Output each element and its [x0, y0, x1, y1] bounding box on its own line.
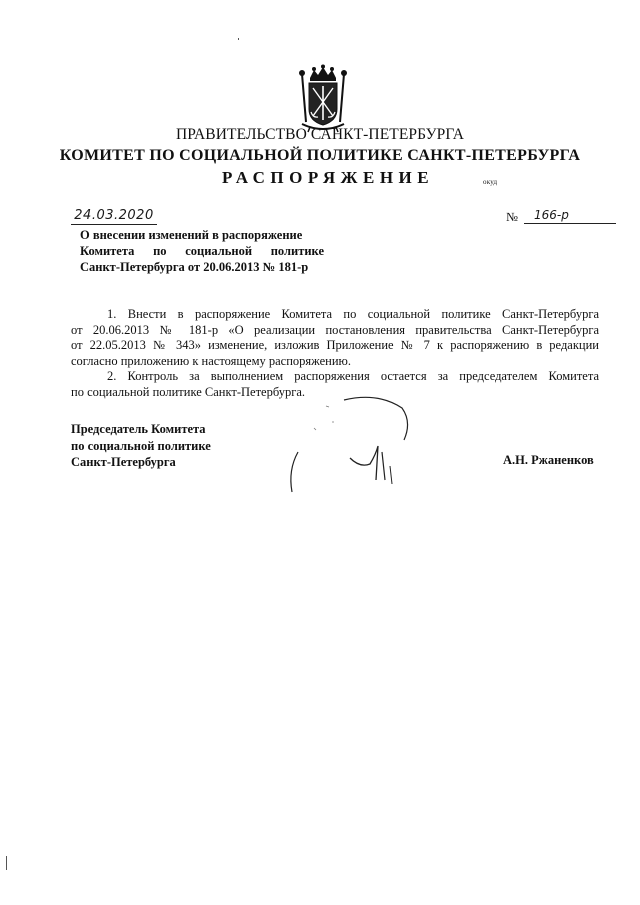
signatory-title-line: по социальной политике	[71, 438, 211, 453]
body-line: 2. Контроль за выполнением распоряжения остается за председателем Комитета	[107, 369, 599, 383]
signatory-name: А.Н. Ржаненков	[503, 453, 594, 467]
body-line: от 20.06.2013 № 181-р «О реализации постановления правительства Санкт-Петербурга	[71, 322, 599, 337]
body-line: согласно приложению к настоящему распоряжению.	[71, 353, 352, 368]
scan-artifact	[6, 856, 7, 870]
body-line: по социальной политике Санкт-Петербурга.	[71, 384, 306, 399]
document-type: РАСПОРЯЖЕНИЕ	[222, 168, 435, 187]
paragraph-1	[71, 307, 599, 369]
scan-artifact	[238, 38, 239, 40]
coat-of-arms-icon	[296, 64, 350, 134]
government-title: ПРАВИТЕЛЬСТВО САНКТ-ПЕТЕРБУРГА	[175, 126, 465, 143]
body-line: 1. Внести в распоряжение Комитета по социальной политике Санкт-Петербурга	[107, 307, 599, 321]
document-date: 24.03.2020	[71, 208, 157, 225]
subject-heading	[80, 227, 324, 275]
signatory-title	[71, 421, 211, 471]
signatory-title-line: Санкт-Петербурга	[71, 455, 176, 469]
signatory-title-line: Председатель Комитета	[71, 422, 206, 436]
body-line: от 22.05.2013 № 343» изменение, изложив Приложение № 7 к распоряжению в редакции	[71, 338, 599, 352]
subject-line: Санкт-Петербурга от 20.06.2013 № 181-р	[80, 260, 309, 274]
subject-line: О внесении изменений в распоряжение	[80, 228, 303, 242]
document-body	[71, 307, 599, 400]
okud-label: окуд	[483, 178, 498, 186]
document-number: 166-р	[524, 208, 616, 224]
number-label: №	[506, 210, 518, 224]
committee-title: КОМИТЕТ ПО СОЦИАЛЬНОЙ ПОЛИТИКЕ САНКТ-ПЕТЕРБУРГА	[59, 147, 581, 164]
subject-line: Комитета по социальной политике	[80, 244, 324, 258]
handwritten-signature-icon	[282, 388, 412, 498]
